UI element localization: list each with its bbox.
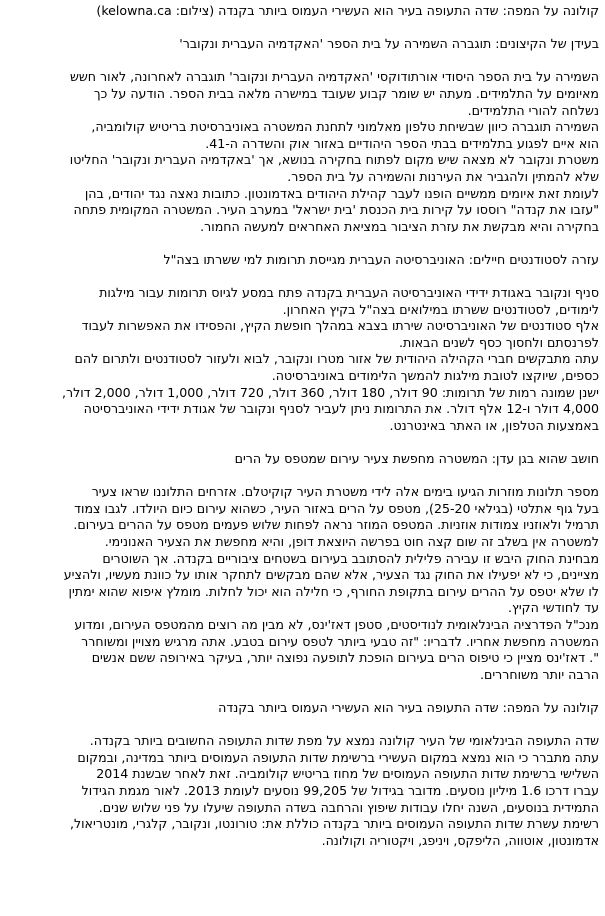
- paragraph-line: עתה מתבקשים חברי הקהילה היהודית של אזור מטרו ונקובר, לבוא ולעזור לסטודנטים ולתרום להם: [74, 351, 599, 367]
- section-heading: קולונה על המפה: שדה התעופה בעיר הוא העשירי העמוס ביותר בקנדה (צילום: kelowna.ca): [96, 3, 599, 18]
- section-gap: [6, 683, 599, 700]
- section-heading: חושב שהוא בגן עדן: המשטרה מחפשת צעיר עירום שמטפס על הרים: [234, 451, 599, 467]
- paragraph-line: הרבה יותר משוחררים.: [479, 666, 599, 682]
- paragraph-line: נשלחה להורי התלמידים.: [467, 102, 599, 118]
- section-heading: קולונה על המפה: שדה התעופה בעיר הוא העשירי העמוס ביותר בקנדה: [218, 699, 599, 715]
- paragraph-line: משטרת ונקובר לא מצאה שיש מקום לפתוח בחקירה בנושא, אך 'באקדמיה העברית ונקובר' החליטו: [69, 152, 599, 168]
- paragraph-line: מציינים, כי לא יפעילו את החוק נגד הצעיר, אלא שהם מבקשים לתחקר אותו על כוונת מעשיו, ולהציע: [63, 567, 599, 583]
- paragraph-line: מבחינת החוק היבש זו עבירה פלילית להסתובב בעירום בשטחים ציבוריים בקנדה. אך השוטרים: [102, 550, 599, 566]
- paragraph-line: השלישי ברשימת שדות התעופה העמוסים של מחוז בריטיש קולומביה. זאת לאחר שבשנת 2014: [96, 766, 599, 782]
- paragraph-line: מנכ"ל הפדרציה הבינלאומית לנודיסטים, סטפן דאז'ינס, לא מבין מה רוצים מהמטפס העירום, ומדוע: [74, 616, 599, 632]
- heading-gap: [6, 269, 599, 286]
- paragraph-line: שדה התעופה הבינלאומי של העיר קולונה נמצא על מפת שדות התעופה החשובים ביותר בקנדה.: [89, 733, 599, 749]
- paragraph-line: השמירה תוגברה כיוון שבשיחת טלפון מאלמוני לתחנת המשטרה באוניברסיטת בריטיש קולומביה,: [91, 119, 599, 135]
- paragraph-line: אדמונטון, אוטווה, הליפקס, ויניפג, ויקטוריה וקולונה.: [321, 832, 599, 848]
- paragraph-line: לימודים, לסטודנטים ששרתו במילואים בצה"ל בקיץ האחרון.: [282, 301, 599, 317]
- paragraph-line: הוא איים לפגוע בתלמידים בבתי הספר היהודיים באזור אוק והשדרה ה-41.: [205, 135, 599, 151]
- section-heading: עזרה לסטודנטים חיילים: האוניברסיטה העברית מגייסת תרומות למי ששרתו בצה"ל: [163, 251, 599, 267]
- paragraph-line: שלא להמתין ולהגביר את העירנות והשמירה על בית הספר.: [287, 168, 599, 184]
- paragraph-line: באמצעות הטלפון, או האתר באינטרנט.: [389, 417, 599, 433]
- section-heading: בעידן של הקיצונים: תוגברה השמירה על בית הספר 'האקדמיה העברית ונקובר': [179, 36, 599, 52]
- paragraph-line: כספים, שיוקצו לטובת מילגות להמשך הלימודים באוניברסיטה.: [271, 368, 599, 384]
- section-gap: [6, 434, 599, 451]
- paragraph-line: עתה מתברר כי הוא נמצא במקום העשירי ברשימת שדות התעופה העמוסים ביותר במדינה, ובמקום: [77, 749, 599, 765]
- section-gap: [6, 20, 599, 37]
- paragraph-line: תרמיל ולאוזניו צמודות אוזניות. המטפס המוזר נראה לפחות שלוש פעמים מטפס על ההרים בעירום.: [73, 517, 599, 533]
- paragraph-line: רשימת עשרת שדות התעופה העמוסים ביותר בקנדה כוללת את: טורונטו, ונקובר, קלגרי, מונטריאול,: [69, 816, 599, 832]
- paragraph-line: מאיומים על התלמידים. מעתה יש שומר קבוע שעובד במישרה מלאה בבית הספר. הודעה על כך: [93, 85, 599, 101]
- section-gap: [6, 235, 599, 252]
- paragraph-line: 4,000 דולר ו-12 אלף דולר. את התרומות ניתן לעביר לסניף ונקובר של אגודת ידידי האוניברסיטה: [83, 401, 599, 417]
- paragraph-line: מספר תלונות מוזרות הגיעו בימים אלה לידי משטרת העיר קוקיטלם. אזרחים התלוננו שראו צעיר: [91, 484, 599, 500]
- paragraph-line: עברו דרכו 1.6 מיליון נוסעים. מדובר בגידול של 99,205 נוסעים לעומת 2013. לאור מגמת הגידול: [81, 782, 599, 798]
- paragraph-line: ישנן שמונה רמות של תרומות: 90 דולר, 180 דולר, 360 דולר, 720 דולר, 1,000 דולר, 2,000 דולר,: [61, 384, 599, 400]
- paragraph-line: אלף סטודנטים של האוניברסיטה שירתו בצבא במהלך חופשת הקיץ, והפסידו את האפשרות לעבוד: [81, 318, 599, 334]
- paragraph-line: המשטרה מחפשת אחריו. לדבריו: "זה טבעי ביותר לטפס עירום בטבע. אתה מרגיש מצויין ומשוחרר: [81, 633, 599, 649]
- paragraph-line: עד לחודשי הקיץ.: [508, 600, 599, 616]
- paragraph-line: לפרנסתם ולחסוך כסף לשנים הבאות.: [399, 334, 599, 350]
- paragraph-line: לו שלא יטפס על ההרים עירום בתקופת החורף, כי חלילה הוא יכול לחלות. מומלץ איפוא שהוא ימתין: [68, 583, 599, 599]
- paragraph-line: בחקירה והיא מבקשת את עזרת הציבור במציאת האחראים למעשה החמור.: [200, 218, 599, 234]
- heading-gap: [6, 468, 599, 485]
- heading-gap: [6, 717, 599, 734]
- heading-gap: [6, 53, 599, 70]
- paragraph-line: סניף ונקובר באגודת ידידי האוניברסיטה העברית בקנדה פתח במסע לגיוס תרומות עבור מילגות: [99, 285, 599, 301]
- paragraph-line: בעל גוף אתלטי (בגילאי 25-20), מטפס על הרים באזור העיר, כשהוא עירום כיום היולדו. לגבו צמוד: [74, 500, 599, 516]
- paragraph-line: השמירה על בית הספר היסודי אורתודוקסי 'האקדמיה העברית ונקובר' תוגברה לאחרונה, לאור חשש: [69, 69, 599, 85]
- paragraph-line: "עזבו את קנדה" רוססו על קירות בית הכנסת 'בית ישראל' במערב העיר. המשטרה המקומית פתחה: [73, 202, 599, 218]
- paragraph-line: למשטרה אין בשלב זה שום קצה חוט בפרשה היוצאת דופן, והיא מחפשת את הצעיר האנונימי.: [104, 534, 599, 549]
- paragraph-line: ". דאז'ינס מציין כי טיפוס הרים בעירום הופכת לתופעה נפוצה יותר, בעיקר באירופה ששם אנשים: [91, 650, 599, 666]
- paragraph-line: לעומת זאת איומים ממשיים הופנו לעבר קהילת היהודים באדמונטון. כתובות נאצה נגד יהודים, בהן: [84, 185, 599, 201]
- paragraph-line: התמידית בנוסעים, השנה יחלו עבודות שיפוץ והרחבה בשדה התעופה שיעלו על פני שלוש שנים.: [98, 799, 599, 815]
